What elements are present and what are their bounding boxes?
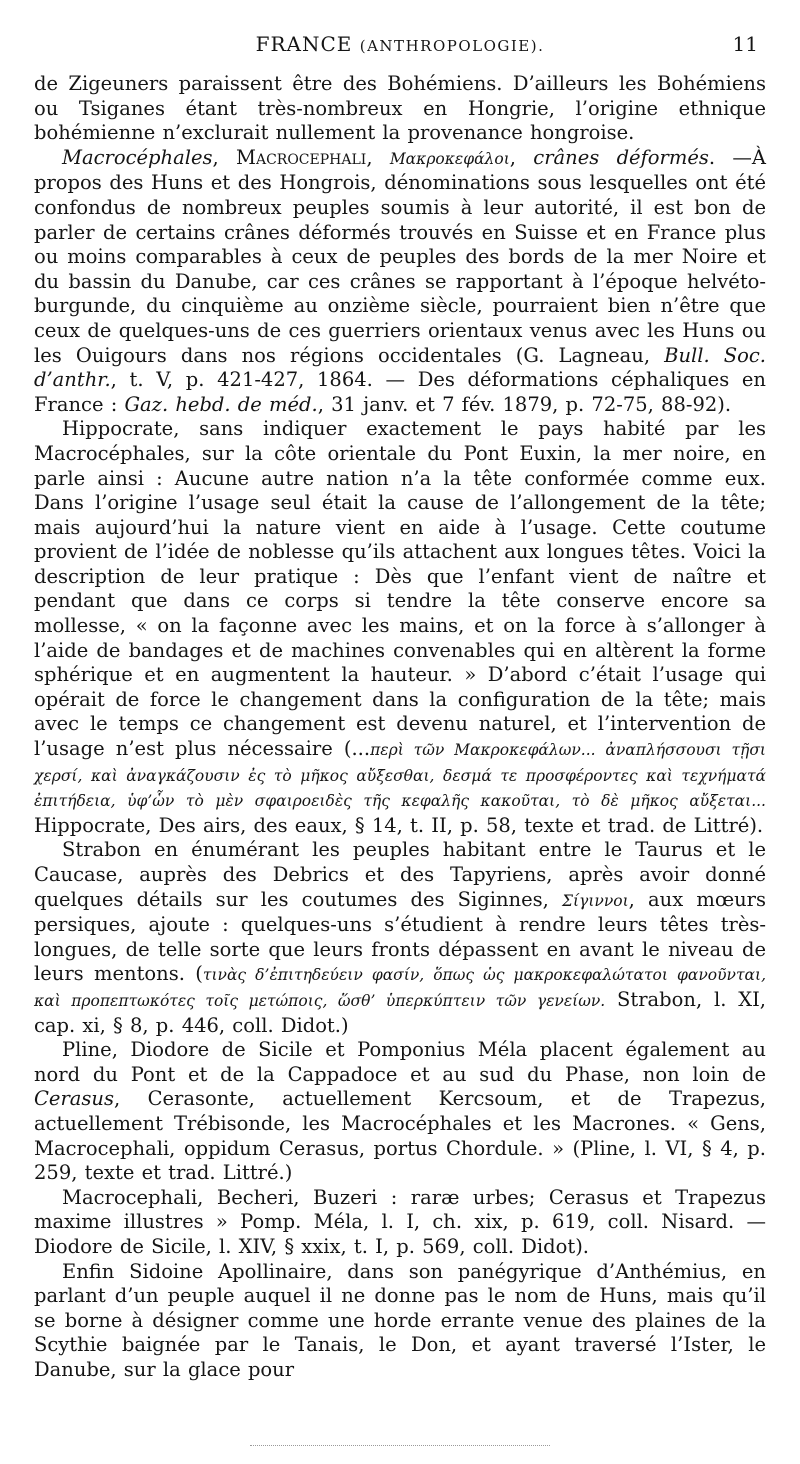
greek-quote: Σίγιννοι bbox=[562, 891, 629, 910]
header-title-subtitle: (ANTHROPOLOGIE). bbox=[359, 37, 545, 55]
greek-quote: τινὰς δ’ἐπιτηδεύειν φασίν, ὅπως ὡς μακροκεφαλώτατοι φανοῦνται, καὶ προπεπτωκότες τοῖς μετώποις, ὥσθ’ ὑπερκύπτειν τῶν γενείων. bbox=[34, 966, 766, 1010]
paragraph-p4 bbox=[34, 838, 766, 1038]
italic-text: Cerasus bbox=[34, 1087, 114, 1111]
text-run: , aux mœurs persiques, ajoute : quelques-uns s’étudient à rendre leurs têtes très-longues, de telle sorte que leurs fronts dépassent en avant le niveau de leurs mentons. ( bbox=[34, 887, 767, 986]
text-run: , Cerasonte, actuellement Kercsoum, et de Trapezus, actuellement Trébisonde, les Macrocéphales et les Macrones. « Gens, Macrocephali, oppidum Cerasus, portus Chordule. » (Pline, l. VI, § 4, p. 259, texte et trad. Littré.) bbox=[34, 1087, 766, 1185]
footer-rule bbox=[250, 1445, 550, 1446]
text-run: , bbox=[212, 145, 236, 169]
text-run: Hippocrate, Des airs, des eaux, § 14, t. II, p. 58, texte et trad. de Littré). bbox=[34, 813, 764, 837]
text-run: Strabon en énumérant les peuples habitant entre le Taurus et le Caucase, auprès des Debrics et des Tapyriens, après avoir donné quelques détails sur les coutumes des Siginnes, bbox=[34, 838, 766, 911]
text-run: Enfin Sidoine Apollinaire, dans son panégyrique d’Anthémius, en parlant d’un peuple auquel il ne donne pas le nom de Huns, mais qu’il se borne à désigner comme une horde errante venue des plaines de la Scythie baignée par le Tanais, le Don, et ayant traversé l’Ister, le Danube, sur la glace pour bbox=[34, 1259, 766, 1381]
text-run: , bbox=[366, 145, 390, 169]
header-title bbox=[34, 32, 766, 56]
paragraph-p7 bbox=[34, 1260, 766, 1383]
text-run: , 31 janv. et 7 fév. 1879, p. 72-75, 88-92). bbox=[317, 392, 732, 416]
page-number: 11 bbox=[732, 32, 758, 56]
paragraph-p5 bbox=[34, 1038, 766, 1186]
text-run: Macrocephali bbox=[236, 145, 367, 169]
header-title-main: FRANCE bbox=[255, 32, 353, 56]
text-run: , t. V, p. 421-427, 1864. — Des déformations céphaliques en France : bbox=[34, 368, 766, 416]
paragraph-p3 bbox=[34, 417, 766, 838]
text-run: Macrocephali, Becheri, Buzeri : raræ urbes; Cerasus et Trapezus maxime illustres » Pomp. Méla, l. I, ch. xix, p. 619, coll. Nisard. — Diodore de Sicile, l. XIV, § xxix, t. I, p. 569, coll. Didot). bbox=[34, 1185, 766, 1258]
greek-quote: περὶ τῶν Μακροκεφάλων... ἀναπλήσσουσι τῇσι χερσί, καὶ ἀναγκάζουσιν ἐς τὸ μῆκος αὔξεσθαι, δεσμά τε προσφέροντες καὶ τεχνήματά ἐπιτήδεια, ὑφ’ὧν τὸ μὲν σφαιροειδὲς τῆς κεφαλῆς κακοῦται, τὸ δὲ μῆκος αὔξεται... bbox=[34, 741, 767, 811]
paragraph-p2 bbox=[34, 146, 766, 418]
running-header bbox=[34, 32, 766, 72]
italic-text: Macrocéphales bbox=[62, 145, 213, 169]
text-run: , bbox=[509, 145, 534, 169]
italic-text: Bull. Soc. d’anthr. bbox=[34, 343, 766, 392]
text-run: de Zigeuners paraissent être des Bohémiens. D’ailleurs les Bohémiens ou Tsiganes étant très-nombreux en Hongrie, l’origine ethnique bohémienne n’exclurait nullement la provenance hongroise. bbox=[34, 72, 766, 145]
greek-quote: Μακροκεφάλοι bbox=[389, 149, 510, 168]
text-run: Pline, Diodore de Sicile et Pomponius Méla placent également au nord du Pont et de la Cappadoce et au sud du Phase, non loin de bbox=[34, 1038, 766, 1086]
italic-text: Gaz. hebd. de méd. bbox=[124, 392, 318, 416]
text-run: . —À propos des Huns et des Hongrois, dénominations sous lesquelles ont été confondus de nombreux peuples soumis à leur autorité, il est bon de parler de certains crânes déformés trouvés en Suisse et en France plus ou moins comparables à ceux de peuples des bords de la mer Noire et du bassin du Danube, car ces crânes se rapportant à l’époque helvéto-burgunde, du cinquième au onzième siècle, pourraient bien n’être que ceux de quelques-uns de ces guerriers orientaux venus avec les Huns ou les Ouigours dans nos régions occidentales (G. Lagneau, bbox=[34, 145, 766, 367]
paragraph-p6 bbox=[34, 1186, 766, 1260]
text-run: Strabon, l. XI, cap. xi, § 8, p. 446, coll. Didot.) bbox=[34, 987, 766, 1037]
italic-text: crânes déformés bbox=[533, 145, 709, 169]
body-text bbox=[34, 72, 766, 1382]
paragraph-p1 bbox=[34, 72, 766, 146]
text-run: Hippocrate, sans indiquer exactement le pays habité par les Macrocéphales, sur la côte orientale du Pont Euxin, la mer noire, en parle ainsi : Aucune autre nation n’a la tête conformée comme eux. Dans l’origine l’usage seul était la cause de l’allongement de la tête; mais aujourd’hui la nature vient en aide à l’usage. Cette coutume provient de l’idée de noblesse qu’ils attachent aux longues têtes. Voici la description de leur pratique : Dès que l’enfant vient de naître et pendant que dans ce corps si tendre la tête conserve encore sa mollesse, « on la façonne avec les mains, et on la force à s’allonger à l’aide de bandages et de machines convenables qui en altèrent la forme sphérique et en augmentent la hauteur. » D’abord c’était l’usage qui opérait de force le changement dans la configuration de la tête; mais avec le temps ce changement est devenu naturel, et l’intervention de l’usage n’est plus nécessaire (... bbox=[34, 417, 766, 761]
